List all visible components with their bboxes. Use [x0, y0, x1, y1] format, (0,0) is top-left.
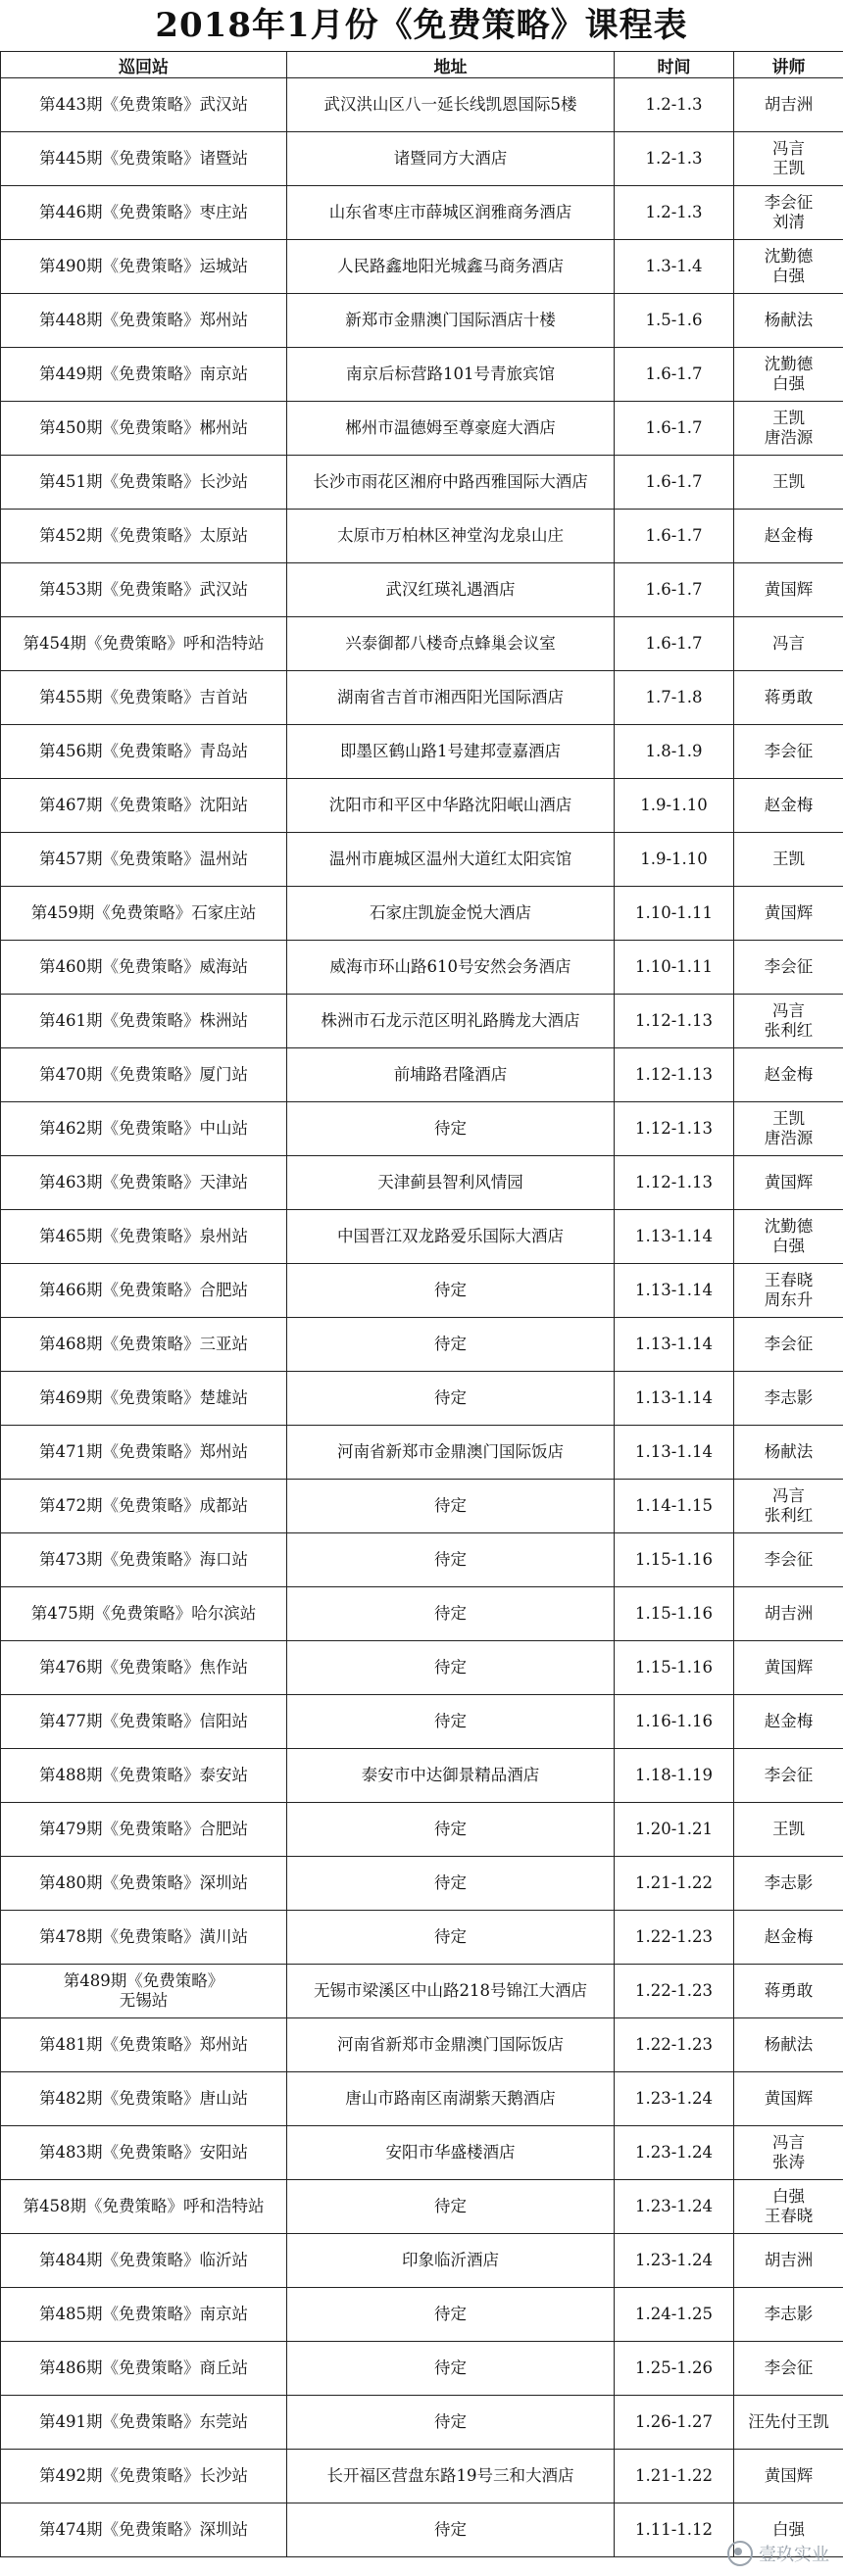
cell-teacher: 胡吉洲	[734, 78, 843, 132]
table-row	[1, 294, 843, 348]
cell-teacher: 冯言 王凯	[734, 132, 843, 186]
cell-station: 第476期《免费策略》焦作站	[1, 1641, 287, 1695]
header-row	[1, 52, 843, 78]
cell-address: 安阳市华盛楼酒店	[287, 2126, 615, 2180]
cell-address: 待定	[287, 1318, 615, 1372]
cell-teacher: 王凯 唐浩源	[734, 1102, 843, 1156]
cell-teacher: 李志影	[734, 1857, 843, 1911]
cell-teacher: 李志影	[734, 1372, 843, 1426]
table-row	[1, 1965, 843, 2018]
column-header-teacher: 讲师	[734, 52, 843, 78]
cell-station: 第478期《免费策略》潢川站	[1, 1911, 287, 1965]
cell-address: 待定	[287, 2288, 615, 2342]
cell-teacher: 王凯 唐浩源	[734, 402, 843, 456]
table-row	[1, 402, 843, 456]
table-row	[1, 1803, 843, 1857]
cell-time: 1.23-1.24	[615, 2126, 734, 2180]
cell-address: 南京后标营路101号青旅宾馆	[287, 348, 615, 402]
cell-station: 第461期《免费策略》株洲站	[1, 995, 287, 1048]
cell-teacher: 黄国辉	[734, 1156, 843, 1210]
cell-time: 1.8-1.9	[615, 725, 734, 779]
cell-station: 第488期《免费策略》泰安站	[1, 1749, 287, 1803]
cell-time: 1.16-1.16	[615, 1695, 734, 1749]
cell-station: 第468期《免费策略》三亚站	[1, 1318, 287, 1372]
cell-time: 1.2-1.3	[615, 132, 734, 186]
schedule-table	[0, 51, 843, 2557]
cell-station: 第482期《免费策略》唐山站	[1, 2072, 287, 2126]
table-row	[1, 1264, 843, 1318]
cell-address: 武汉红瑛礼遇酒店	[287, 563, 615, 617]
cell-station: 第479期《免费策略》合肥站	[1, 1803, 287, 1857]
cell-teacher: 冯言	[734, 617, 843, 671]
cell-time: 1.9-1.10	[615, 833, 734, 887]
table-row	[1, 1318, 843, 1372]
cell-station: 第467期《免费策略》沈阳站	[1, 779, 287, 833]
cell-teacher: 沈勤德 白强	[734, 1210, 843, 1264]
cell-teacher: 李会征	[734, 1749, 843, 1803]
cell-teacher: 杨献法	[734, 2018, 843, 2072]
cell-teacher: 杨献法	[734, 294, 843, 348]
cell-address: 沈阳市和平区中华路沈阳岷山酒店	[287, 779, 615, 833]
cell-time: 1.15-1.16	[615, 1587, 734, 1641]
cell-station: 第491期《免费策略》东莞站	[1, 2396, 287, 2450]
cell-station: 第456期《免费策略》青岛站	[1, 725, 287, 779]
cell-address: 无锡市梁溪区中山路218号锦江大酒店	[287, 1965, 615, 2018]
table-row	[1, 2072, 843, 2126]
table-row	[1, 2180, 843, 2234]
cell-teacher: 汪先付王凯	[734, 2396, 843, 2450]
cell-teacher: 李会征	[734, 1318, 843, 1372]
cell-time: 1.13-1.14	[615, 1318, 734, 1372]
cell-address: 石家庄凯旋金悦大酒店	[287, 887, 615, 941]
cell-station: 第445期《免费策略》诸暨站	[1, 132, 287, 186]
cell-time: 1.14-1.15	[615, 1480, 734, 1533]
cell-address: 待定	[287, 1587, 615, 1641]
cell-time: 1.13-1.14	[615, 1210, 734, 1264]
cell-address: 待定	[287, 1641, 615, 1695]
cell-station: 第454期《免费策略》呼和浩特站	[1, 617, 287, 671]
table-row	[1, 1749, 843, 1803]
cell-time: 1.23-1.24	[615, 2180, 734, 2234]
table-row	[1, 2450, 843, 2503]
cell-time: 1.24-1.25	[615, 2288, 734, 2342]
column-header-time: 时间	[615, 52, 734, 78]
cell-time: 1.6-1.7	[615, 402, 734, 456]
cell-time: 1.6-1.7	[615, 617, 734, 671]
cell-time: 1.22-1.23	[615, 1965, 734, 2018]
cell-address: 待定	[287, 1264, 615, 1318]
cell-station: 第485期《免费策略》南京站	[1, 2288, 287, 2342]
cell-teacher: 李会征	[734, 2342, 843, 2396]
cell-station: 第465期《免费策略》泉州站	[1, 1210, 287, 1264]
cell-station: 第459期《免费策略》石家庄站	[1, 887, 287, 941]
cell-station: 第460期《免费策略》威海站	[1, 941, 287, 995]
table-row	[1, 563, 843, 617]
watermark	[727, 2541, 829, 2566]
table-row	[1, 617, 843, 671]
table-row	[1, 1533, 843, 1587]
cell-teacher: 王凯	[734, 833, 843, 887]
cell-time: 1.12-1.13	[615, 1156, 734, 1210]
column-header-address: 地址	[287, 52, 615, 78]
cell-address: 待定	[287, 1533, 615, 1587]
table-row	[1, 995, 843, 1048]
cell-teacher: 赵金梅	[734, 510, 843, 563]
cell-teacher: 赵金梅	[734, 779, 843, 833]
cell-address: 郴州市温德姆至尊豪庭大酒店	[287, 402, 615, 456]
table-row	[1, 2503, 843, 2557]
cell-address: 待定	[287, 2180, 615, 2234]
table-row	[1, 833, 843, 887]
cell-teacher: 蒋勇敢	[734, 1965, 843, 2018]
cell-teacher: 赵金梅	[734, 1695, 843, 1749]
table-row	[1, 2342, 843, 2396]
cell-address: 待定	[287, 1372, 615, 1426]
cell-time: 1.23-1.24	[615, 2072, 734, 2126]
table-row	[1, 240, 843, 294]
cell-time: 1.10-1.11	[615, 887, 734, 941]
cell-teacher: 冯言 张利红	[734, 995, 843, 1048]
cell-teacher: 蒋勇敢	[734, 671, 843, 725]
cell-time: 1.11-1.12	[615, 2503, 734, 2557]
cell-address: 山东省枣庄市薛城区润雅商务酒店	[287, 186, 615, 240]
cell-address: 即墨区鹤山路1号建邦壹嘉酒店	[287, 725, 615, 779]
cell-time: 1.18-1.19	[615, 1749, 734, 1803]
cell-time: 1.26-1.27	[615, 2396, 734, 2450]
table-row	[1, 671, 843, 725]
cell-address: 泰安市中达御景精品酒店	[287, 1749, 615, 1803]
cell-time: 1.22-1.23	[615, 2018, 734, 2072]
cell-time: 1.2-1.3	[615, 78, 734, 132]
table-row	[1, 941, 843, 995]
cell-station: 第449期《免费策略》南京站	[1, 348, 287, 402]
cell-station: 第483期《免费策略》安阳站	[1, 2126, 287, 2180]
cell-address: 中国晋江双龙路爱乐国际大酒店	[287, 1210, 615, 1264]
table-row	[1, 887, 843, 941]
cell-time: 1.13-1.14	[615, 1372, 734, 1426]
cell-station: 第469期《免费策略》楚雄站	[1, 1372, 287, 1426]
cell-address: 兴泰御都八楼奇点蜂巢会议室	[287, 617, 615, 671]
cell-address: 待定	[287, 1911, 615, 1965]
cell-address: 待定	[287, 1102, 615, 1156]
cell-teacher: 白强	[734, 2503, 843, 2557]
cell-station: 第455期《免费策略》吉首站	[1, 671, 287, 725]
cell-time: 1.6-1.7	[615, 348, 734, 402]
table-body	[1, 78, 843, 2557]
cell-station: 第480期《免费策略》深圳站	[1, 1857, 287, 1911]
logo-circle-icon	[727, 2541, 753, 2566]
cell-teacher: 王春晓 周东升	[734, 1264, 843, 1318]
cell-time: 1.13-1.14	[615, 1426, 734, 1480]
cell-time: 1.3-1.4	[615, 240, 734, 294]
cell-time: 1.21-1.22	[615, 1857, 734, 1911]
table-row	[1, 725, 843, 779]
cell-time: 1.5-1.6	[615, 294, 734, 348]
cell-time: 1.12-1.13	[615, 995, 734, 1048]
table-row	[1, 1426, 843, 1480]
cell-station: 第489期《免费策略》 无锡站	[1, 1965, 287, 2018]
cell-address: 新郑市金鼎澳门国际酒店十楼	[287, 294, 615, 348]
cell-time: 1.22-1.23	[615, 1911, 734, 1965]
column-header-station: 巡回站	[1, 52, 287, 78]
watermark-text: 壹玖实业	[759, 2545, 829, 2565]
table-row	[1, 1695, 843, 1749]
cell-station: 第472期《免费策略》成都站	[1, 1480, 287, 1533]
cell-address: 待定	[287, 1857, 615, 1911]
cell-time: 1.12-1.13	[615, 1102, 734, 1156]
cell-address: 株洲市石龙示范区明礼路腾龙大酒店	[287, 995, 615, 1048]
cell-time: 1.25-1.26	[615, 2342, 734, 2396]
table-row	[1, 1857, 843, 1911]
cell-address: 长开福区营盘东路19号三和大酒店	[287, 2450, 615, 2503]
cell-station: 第490期《免费策略》运城站	[1, 240, 287, 294]
cell-teacher: 沈勤德 白强	[734, 240, 843, 294]
cell-address: 待定	[287, 1695, 615, 1749]
cell-address: 待定	[287, 2342, 615, 2396]
table-row	[1, 186, 843, 240]
table-row	[1, 1641, 843, 1695]
cell-teacher: 沈勤德 白强	[734, 348, 843, 402]
cell-teacher: 王凯	[734, 1803, 843, 1857]
table-row	[1, 779, 843, 833]
cell-time: 1.13-1.14	[615, 1264, 734, 1318]
cell-teacher: 王凯	[734, 456, 843, 510]
cell-teacher: 冯言 张涛	[734, 2126, 843, 2180]
cell-teacher: 黄国辉	[734, 563, 843, 617]
table-row	[1, 1480, 843, 1533]
cell-teacher: 李会征	[734, 725, 843, 779]
cell-station: 第463期《免费策略》天津站	[1, 1156, 287, 1210]
cell-station: 第475期《免费策略》哈尔滨站	[1, 1587, 287, 1641]
table-row	[1, 1911, 843, 1965]
cell-address: 武汉洪山区八一延长线凯恩国际5楼	[287, 78, 615, 132]
cell-time: 1.6-1.7	[615, 510, 734, 563]
cell-address: 人民路鑫地阳光城鑫马商务酒店	[287, 240, 615, 294]
cell-time: 1.20-1.21	[615, 1803, 734, 1857]
cell-time: 1.9-1.10	[615, 779, 734, 833]
cell-address: 太原市万柏林区神堂沟龙泉山庄	[287, 510, 615, 563]
cell-teacher: 李会征	[734, 941, 843, 995]
cell-station: 第486期《免费策略》商丘站	[1, 2342, 287, 2396]
cell-teacher: 黄国辉	[734, 2072, 843, 2126]
cell-station: 第446期《免费策略》枣庄站	[1, 186, 287, 240]
cell-station: 第466期《免费策略》合肥站	[1, 1264, 287, 1318]
page-title: 2018年1月份《免费策略》课程表	[155, 6, 688, 45]
table-row	[1, 1372, 843, 1426]
cell-time: 1.15-1.16	[615, 1641, 734, 1695]
cell-address: 待定	[287, 1803, 615, 1857]
cell-teacher: 赵金梅	[734, 1911, 843, 1965]
cell-time: 1.6-1.7	[615, 456, 734, 510]
cell-address: 前埔路君隆酒店	[287, 1048, 615, 1102]
cell-station: 第492期《免费策略》长沙站	[1, 2450, 287, 2503]
table-row	[1, 456, 843, 510]
cell-time: 1.6-1.7	[615, 563, 734, 617]
cell-teacher: 黄国辉	[734, 2450, 843, 2503]
cell-address: 待定	[287, 1480, 615, 1533]
table-row	[1, 2288, 843, 2342]
cell-station: 第474期《免费策略》深圳站	[1, 2503, 287, 2557]
cell-station: 第462期《免费策略》中山站	[1, 1102, 287, 1156]
cell-station: 第473期《免费策略》海口站	[1, 1533, 287, 1587]
cell-time: 1.2-1.3	[615, 186, 734, 240]
table-row	[1, 2126, 843, 2180]
cell-address: 诸暨同方大酒店	[287, 132, 615, 186]
cell-address: 湖南省吉首市湘西阳光国际酒店	[287, 671, 615, 725]
cell-address: 印象临沂酒店	[287, 2234, 615, 2288]
cell-address: 河南省新郑市金鼎澳门国际饭店	[287, 1426, 615, 1480]
cell-time: 1.7-1.8	[615, 671, 734, 725]
cell-station: 第458期《免费策略》呼和浩特站	[1, 2180, 287, 2234]
table-row	[1, 1587, 843, 1641]
cell-address: 威海市环山路610号安然会务酒店	[287, 941, 615, 995]
cell-station: 第453期《免费策略》武汉站	[1, 563, 287, 617]
cell-station: 第477期《免费策略》信阳站	[1, 1695, 287, 1749]
cell-time: 1.15-1.16	[615, 1533, 734, 1587]
cell-teacher: 李会征	[734, 1533, 843, 1587]
cell-teacher: 杨献法	[734, 1426, 843, 1480]
cell-teacher: 李志影	[734, 2288, 843, 2342]
cell-teacher: 胡吉洲	[734, 1587, 843, 1641]
table-row	[1, 2018, 843, 2072]
cell-teacher: 白强 王春晓	[734, 2180, 843, 2234]
table-row	[1, 2234, 843, 2288]
table-row	[1, 1210, 843, 1264]
cell-station: 第484期《免费策略》临沂站	[1, 2234, 287, 2288]
cell-address: 温州市鹿城区温州大道红太阳宾馆	[287, 833, 615, 887]
table-row	[1, 78, 843, 132]
table-row	[1, 348, 843, 402]
cell-station: 第471期《免费策略》郑州站	[1, 1426, 287, 1480]
cell-address: 天津蓟县智利风情园	[287, 1156, 615, 1210]
cell-time: 1.10-1.11	[615, 941, 734, 995]
cell-station: 第451期《免费策略》长沙站	[1, 456, 287, 510]
cell-station: 第448期《免费策略》郑州站	[1, 294, 287, 348]
cell-teacher: 胡吉洲	[734, 2234, 843, 2288]
table-row	[1, 2396, 843, 2450]
cell-station: 第481期《免费策略》郑州站	[1, 2018, 287, 2072]
cell-time: 1.12-1.13	[615, 1048, 734, 1102]
cell-teacher: 赵金梅	[734, 1048, 843, 1102]
cell-teacher: 冯言 张利红	[734, 1480, 843, 1533]
cell-time: 1.23-1.24	[615, 2234, 734, 2288]
cell-address: 河南省新郑市金鼎澳门国际饭店	[287, 2018, 615, 2072]
cell-time: 1.21-1.22	[615, 2450, 734, 2503]
cell-station: 第470期《免费策略》厦门站	[1, 1048, 287, 1102]
cell-address: 待定	[287, 2396, 615, 2450]
table-row	[1, 1156, 843, 1210]
table-row	[1, 1048, 843, 1102]
table-row	[1, 132, 843, 186]
cell-address: 待定	[287, 2503, 615, 2557]
cell-station: 第443期《免费策略》武汉站	[1, 78, 287, 132]
cell-station: 第457期《免费策略》温州站	[1, 833, 287, 887]
cell-teacher: 李会征 刘清	[734, 186, 843, 240]
table-row	[1, 1102, 843, 1156]
cell-station: 第452期《免费策略》太原站	[1, 510, 287, 563]
cell-teacher: 黄国辉	[734, 887, 843, 941]
cell-address: 长沙市雨花区湘府中路西雅国际大酒店	[287, 456, 615, 510]
cell-address: 唐山市路南区南湖紫天鹅酒店	[287, 2072, 615, 2126]
table-row	[1, 510, 843, 563]
cell-station: 第450期《免费策略》郴州站	[1, 402, 287, 456]
cell-teacher: 黄国辉	[734, 1641, 843, 1695]
